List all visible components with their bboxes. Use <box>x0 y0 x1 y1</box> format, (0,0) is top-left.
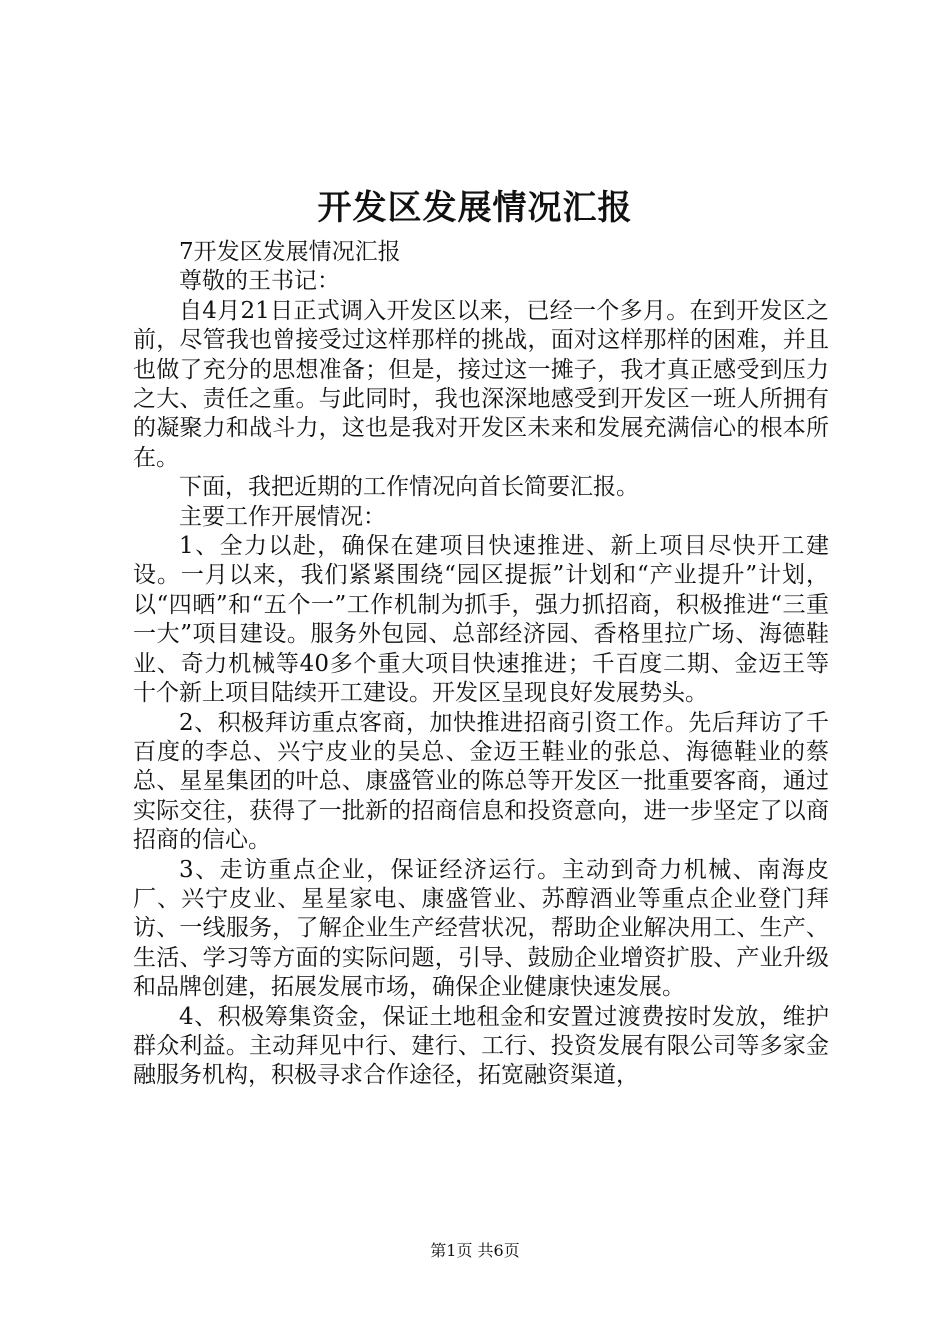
paragraph-item-2: 2、积极拜访重点客商，加快推进招商引资工作。先后拜访了千百度的李总、兴宁皮业的吴总、金迈王鞋业的张总、海德鞋业的蔡总、星星集团的叶总、康盛管业的陈总等开发区一批重要客商，通过实际交往，获得了一批新的招商信息和投资意向，进一步坚定了以商招商的信心。 <box>133 709 829 854</box>
paragraph-report-lead: 下面，我把近期的工作情况向首长简要汇报。 <box>179 474 639 501</box>
paragraph-intro: 自4月21日正式调入开发区以来，已经一个多月。在到开发区之前，尽管我也曾接受过这样那样的挑战，面对这样那样的困难，并且也做了充分的思想准备；但是，接过这一摊子，我才真正感受到压力之大、责任之重。与此同时，我也深深地感受到开发区一班人所拥有的凝聚力和战斗力，这也是我对开发区未来和发展充满信心的根本所在。 <box>133 297 829 471</box>
paragraph-item-3: 3、走访重点企业，保证经济运行。主动到奇力机械、南海皮厂、兴宁皮业、星星家电、康盛管业、苏醇酒业等重点企业登门拜访、一线服务，了解企业生产经营状况，帮助企业解决用工、生产、生活、学习等方面的实际问题，引导、鼓励企业增资扩股、产业升级和品牌创建，拓展发展市场，确保企业健康快速发展。 <box>133 856 829 1001</box>
paragraph-item-1: 1、全力以赴，确保在建项目快速推进、新上项目尽快开工建设。一月以来，我们紧紧围绕“园区提振”计划和“产业提升”计划，以“四晒”和“五个一”工作机制为抓手，强力抓招商，积极推进“三重一大”项目建设。服务外包园、总部经济园、香格里拉广场、海德鞋业、奇力机械等40多个重大项目快速推进；千百度二期、金迈王等十个新上项目陆续开工建设。开发区呈现良好发展势头。 <box>133 533 829 707</box>
document-title: 开发区发展情况汇报 <box>317 188 633 228</box>
paragraph-item-4: 4、积极筹集资金，保证土地租金和安置过渡费按时发放，维护群众利益。主动拜见中行、建行、工行、投资发展有限公司等多家金融服务机构，积极寻求合作途径，拓宽融资渠道， <box>133 1003 829 1089</box>
document-body <box>133 238 829 1091</box>
page-footer: 第1页 共6页 <box>430 1241 520 1260</box>
paragraph-salutation: 尊敬的王书记： <box>179 268 340 295</box>
paragraph-section-heading: 主要工作开展情况： <box>179 503 386 530</box>
paragraph-subtitle: 7开发区发展情况汇报 <box>179 239 401 265</box>
